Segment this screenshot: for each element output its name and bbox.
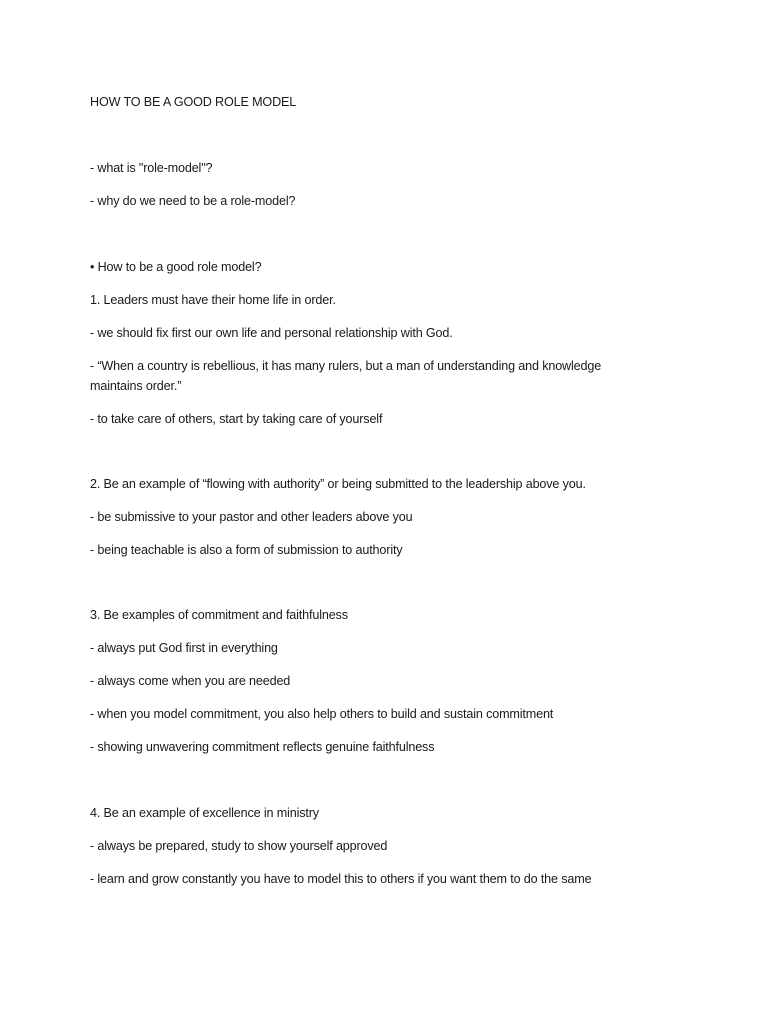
section-3-heading: 3. Be examples of commitment and faithfulness — [90, 608, 348, 622]
intro-line-1: - what is "role-model"? — [90, 161, 213, 175]
section-2-heading: 2. Be an example of “flowing with authority” or being submitted to the leadership above you. — [90, 477, 586, 491]
section-3-point: - always put God first in everything — [90, 641, 278, 655]
section-3-point: - showing unwavering commitment reflects genuine faithfulness — [90, 740, 435, 754]
section-1-point: - we should fix first our own life and personal relationship with God. — [90, 326, 453, 340]
intro-line-2: - why do we need to be a role-model? — [90, 194, 296, 208]
section-4-heading: 4. Be an example of excellence in ministry — [90, 806, 319, 820]
section-2-point: - being teachable is also a form of submission to authority — [90, 543, 403, 557]
section-3-point: - when you model commitment, you also help others to build and sustain commitment — [90, 707, 554, 721]
section-1-point: - “When a country is rebellious, it has many rulers, but a man of understanding and knowledge maintains order.” — [90, 359, 602, 393]
main-question: • How to be a good role model? — [90, 260, 262, 274]
document-title: HOW TO BE A GOOD ROLE MODEL — [90, 95, 297, 109]
section-1-point: - to take care of others, start by taking care of yourself — [90, 412, 383, 426]
section-2-point: - be submissive to your pastor and other leaders above you — [90, 510, 413, 524]
section-4-point: - learn and grow constantly you have to model this to others if you want them to do the same — [90, 872, 592, 886]
section-4-point: - always be prepared, study to show yourself approved — [90, 839, 388, 853]
section-1-heading: 1. Leaders must have their home life in order. — [90, 293, 336, 307]
section-3-point: - always come when you are needed — [90, 674, 291, 688]
